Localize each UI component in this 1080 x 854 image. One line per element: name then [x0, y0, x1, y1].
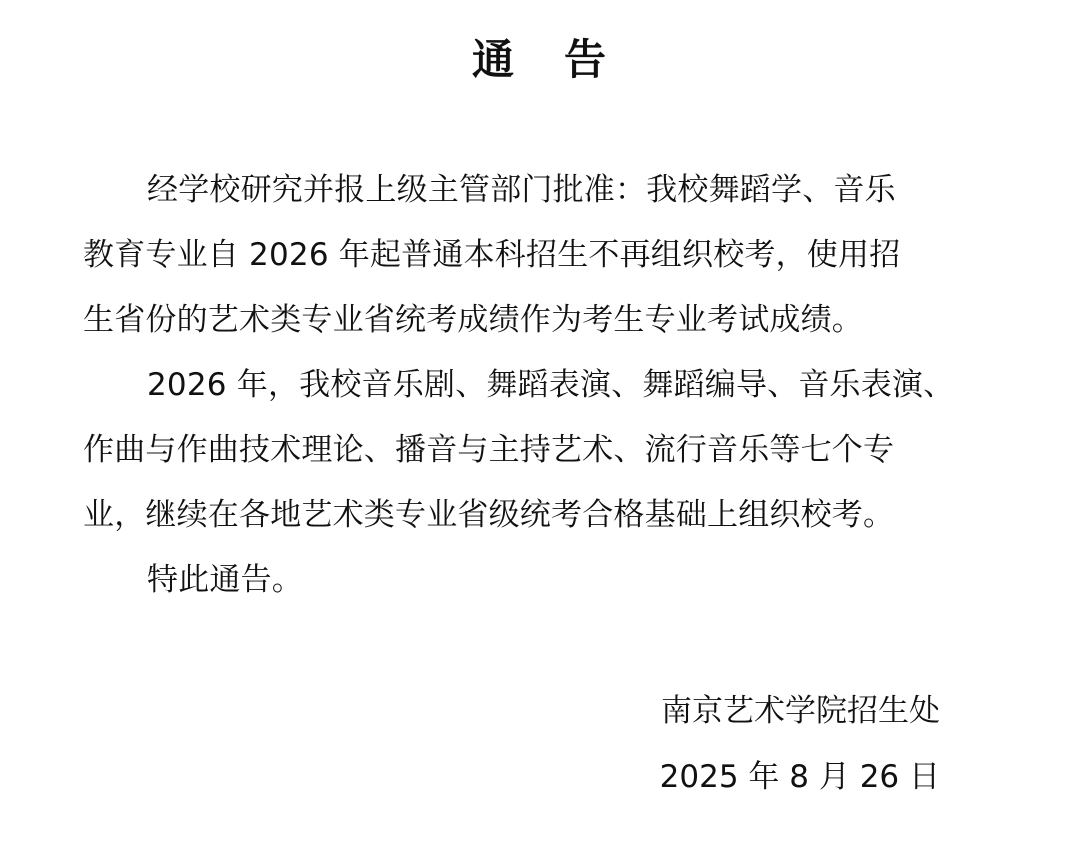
- issuer-name: 南京艺术学院招生处: [661, 693, 940, 729]
- closing-line: 特此通告。: [147, 562, 303, 598]
- title-char-2: 告: [564, 35, 609, 84]
- paragraph-1-line-1: 经学校研究并报上级主管部门批准：我校舞蹈学、音乐: [147, 172, 896, 208]
- paragraph-1-line-3: 生省份的艺术类专业省统考成绩作为考生专业考试成绩。: [83, 302, 863, 338]
- paragraph-2-line-1: 2026 年，我校音乐剧、舞蹈表演、舞蹈编导、音乐表演、: [147, 367, 955, 403]
- issue-date: 2025 年 8 月 26 日: [659, 759, 940, 795]
- signature-block: [560, 678, 940, 810]
- paragraph-2-line-3: 业，继续在各地艺术类专业省级统考合格基础上组织校考。: [83, 497, 895, 533]
- page-title: [0, 30, 1080, 90]
- title-char-1: 通: [471, 35, 516, 84]
- paragraph-1-line-2: 教育专业自 2026 年起普通本科招生不再组织校考，使用招: [83, 237, 901, 273]
- paragraph-2-line-2: 作曲与作曲技术理论、播音与主持艺术、流行音乐等七个专: [83, 432, 895, 468]
- notice-body: [83, 158, 963, 613]
